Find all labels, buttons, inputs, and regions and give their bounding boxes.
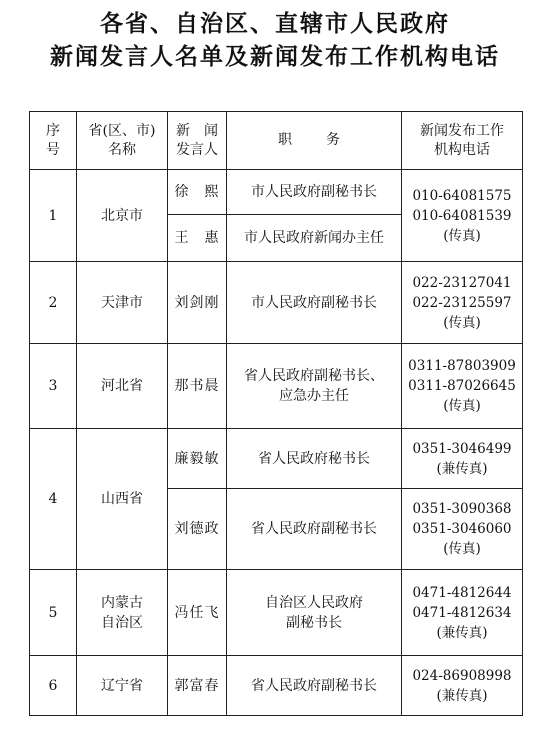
position-cell: [227, 215, 402, 262]
region-line: 自治区: [101, 614, 143, 631]
name-cell: [168, 344, 227, 429]
table-row: [30, 170, 523, 215]
region-cell: [77, 262, 168, 344]
seq-cell: 5: [30, 570, 77, 656]
phone-line: (兼传真): [436, 624, 488, 641]
name-cell: [168, 570, 227, 656]
name-cell: [168, 656, 227, 716]
phone-line: 024-86908998: [412, 667, 512, 684]
position-line: 省人民政府副秘书长: [251, 521, 377, 537]
region-line: 河北省: [101, 378, 143, 394]
name-cell: [168, 170, 227, 215]
seq-cell: 3: [30, 344, 77, 429]
spokesperson-table: [29, 111, 523, 716]
header-spokesperson: [168, 112, 227, 170]
phone-line: 010-64081575: [412, 187, 512, 204]
position-line: 应急办主任: [279, 388, 349, 404]
region-cell: [77, 344, 168, 429]
position-cell: [227, 429, 402, 489]
phone-line: 0351-3046060: [412, 521, 512, 537]
table-row: [30, 656, 523, 716]
phone-cell: [402, 656, 523, 716]
phone-cell: [402, 489, 523, 570]
header-position-label: 职 务: [278, 132, 350, 148]
header-seq: [30, 112, 77, 170]
phone-cell: [402, 429, 523, 489]
region-line: 天津市: [101, 294, 143, 311]
position-line: 市人民政府新闻办主任: [244, 230, 384, 246]
seq-cell: 2: [30, 262, 77, 344]
position-line: 省人民政府副秘书长: [251, 677, 377, 694]
name-cell: [168, 489, 227, 570]
name-cell: [168, 215, 227, 262]
header-position: [227, 112, 402, 170]
seq-cell: 4: [30, 429, 77, 570]
position-cell: [227, 170, 402, 215]
header-region-line: 省(区、市): [88, 122, 156, 139]
phone-cell: [402, 344, 523, 429]
phone-line: (兼传真): [436, 460, 488, 477]
region-line: 山西省: [101, 491, 143, 507]
name-cell: [168, 429, 227, 489]
phone-line: 010-64081539: [412, 207, 512, 224]
header-phone: [402, 112, 523, 170]
position-line: 省人民政府副秘书长、: [244, 368, 384, 384]
phone-cell: [402, 570, 523, 656]
header-spokesperson-line: 新 闻: [176, 122, 218, 139]
region-cell: [77, 656, 168, 716]
spokesperson-name: 刘德政: [174, 521, 220, 537]
position-line: 市人民政府副秘书长: [251, 294, 377, 311]
region-cell: [77, 429, 168, 570]
header-region: [77, 112, 168, 170]
seq-cell: 1: [30, 170, 77, 262]
table-row: [30, 262, 523, 344]
spokesperson-name: 徐 熙: [174, 184, 220, 200]
position-cell: [227, 262, 402, 344]
phone-line: 0311-87026645: [408, 378, 516, 394]
header-seq-line: 序: [46, 122, 60, 139]
phone-cell: [402, 262, 523, 344]
phone-line: 0351-3046499: [412, 440, 512, 457]
spokesperson-name: 王 惠: [174, 230, 220, 246]
phone-line: (传真): [443, 314, 481, 331]
position-cell: [227, 656, 402, 716]
spokesperson-name: 冯任飞: [174, 604, 220, 621]
position-line: 省人民政府秘书长: [258, 450, 370, 467]
region-cell: [77, 570, 168, 656]
header-spokesperson-line: 发言人: [176, 141, 218, 158]
page-title-line-1: 各省、自治区、直辖市人民政府: [100, 10, 450, 37]
phone-line: 0311-87803909: [408, 358, 516, 374]
position-line: 市人民政府副秘书长: [251, 184, 377, 200]
spokesperson-name: 廉毅敏: [174, 450, 220, 467]
table-row: [30, 429, 523, 489]
spokesperson-name: 那书晨: [174, 378, 220, 394]
header-row: [30, 112, 523, 170]
header-seq-line: 号: [46, 141, 60, 158]
phone-line: (传真): [443, 541, 481, 557]
phone-cell: [402, 170, 523, 262]
phone-line: (传真): [443, 227, 481, 244]
position-line: 自治区人民政府: [265, 594, 363, 611]
header-phone-line: 机构电话: [434, 141, 490, 158]
spokesperson-name: 郭富春: [174, 677, 220, 694]
phone-line: 022-23127041: [412, 274, 512, 291]
header-region-line: 名称: [108, 141, 136, 158]
seq-cell: 6: [30, 656, 77, 716]
region-line: 北京市: [101, 207, 143, 224]
name-cell: [168, 262, 227, 344]
header-phone-line: 新闻发布工作: [420, 122, 504, 139]
position-cell: [227, 570, 402, 656]
position-line: 副秘书长: [286, 614, 342, 631]
region-line: 辽宁省: [101, 677, 143, 694]
table-row: [30, 344, 523, 429]
phone-line: (兼传真): [436, 687, 488, 704]
phone-line: 0471-4812634: [412, 604, 512, 621]
table-row: [30, 570, 523, 656]
region-line: 内蒙古: [101, 594, 143, 611]
position-cell: [227, 489, 402, 570]
page-title-line-2: 新闻发言人名单及新闻发布工作机构电话: [50, 43, 500, 70]
spokesperson-name: 刘剑刚: [174, 294, 220, 311]
phone-line: 0351-3090368: [412, 501, 512, 517]
region-cell: [77, 170, 168, 262]
phone-line: (传真): [443, 398, 481, 414]
phone-line: 0471-4812644: [412, 584, 512, 601]
phone-line: 022-23125597: [412, 294, 512, 311]
position-cell: [227, 344, 402, 429]
